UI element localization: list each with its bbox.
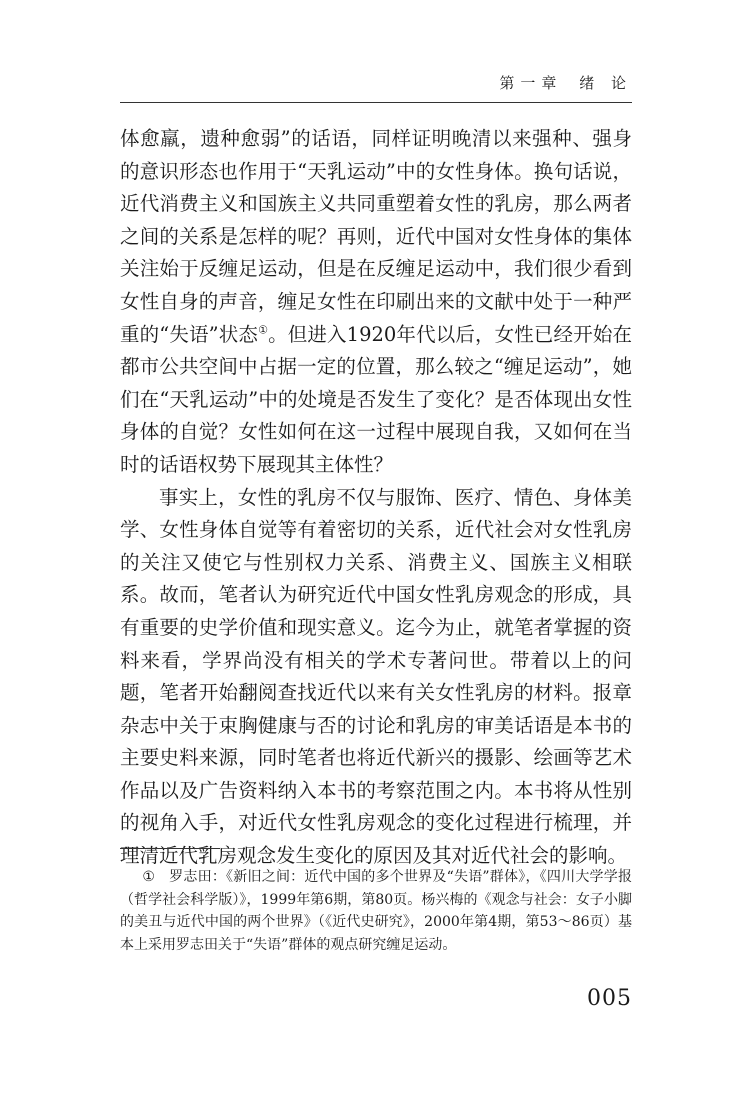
header-rule — [120, 102, 632, 103]
paragraph-2: 事实上，女性的乳房不仅与服饰、医疗、情色、身体美学、女性身体自觉等有着密切的关系，近代社会对女性乳房的关注又使它与性别权力关系、消费主义、国族主义相联系。故而，笔者认为研究近代中国女性乳房观念的形成，具有重要的史学价值和现实意义。迄今为止，就笔者掌握的资料来看，学界尚没有相关的学术专著问世。带着以上的问题，笔者开始翻阅查找近代以来有关女性乳房的材料。报章杂志中关于束胸健康与否的讨论和乳房的审美话语是本书的主要史料来源，同时笔者也将近代新兴的摄影、绘画等艺术作品以及广告资料纳入本书的考察范围之内。本书将从性别的视角入手，对近代女性乳房观念的变化过程进行梳理，并理清近代乳房观念发生变化的原因及其对近代社会的影响。 — [120, 485, 632, 868]
running-head — [493, 72, 632, 93]
chapter-label: 第一章 — [499, 74, 563, 92]
paragraph-1-text: 体愈羸，遗种愈弱”的话语，同样证明晚清以来强种、强身的意识形态也作用于“天乳运动”中的女性身体。换句话说，近代消费主义和国族主义共同重塑着女性的乳房，那么两者之间的关系是怎样的呢？再则，近代中国对女性身体的集体关注始于反缠足运动，但是在反缠足运动中，我们很少看到女性自身的声音，缠足女性在印刷出来的文献中处于一种严重的“失语”状态 — [120, 127, 632, 346]
page-number: 005 — [587, 986, 632, 1011]
footnote — [120, 866, 632, 956]
paragraph-1 — [120, 123, 632, 482]
paragraph-1-continued: 。但进入1920年代以后，女性已经开始在都市公共空间中占据一定的位置，那么较之“缠足运动”，她们在“天乳运动”中的处境是否发生了变化？是否体现出女性身体的自觉？女性如何在这一过程中展现自我，又如何在当时的话语权势下展现其主体性？ — [120, 322, 632, 476]
footnote-rule — [120, 848, 220, 849]
section-title: 绪 论 — [579, 74, 632, 92]
main-text — [120, 123, 632, 873]
footnote-marker: ① — [142, 869, 156, 885]
footnote-text: 罗志田：《新旧之间：近代中国的多个世界及“失语”群体》，《四川大学学报（哲学社会科学版）》，1999年第6期，第80页。杨兴梅的《观念与社会：女子小脚的美丑与近代中国的两个世界》（《近代史研究》，2000年第4期，第53～86页）基本上采用罗志田关于“失语”群体的观点研究缠足运动。 — [120, 869, 632, 953]
footnote-reference[interactable]: ① — [258, 323, 269, 337]
